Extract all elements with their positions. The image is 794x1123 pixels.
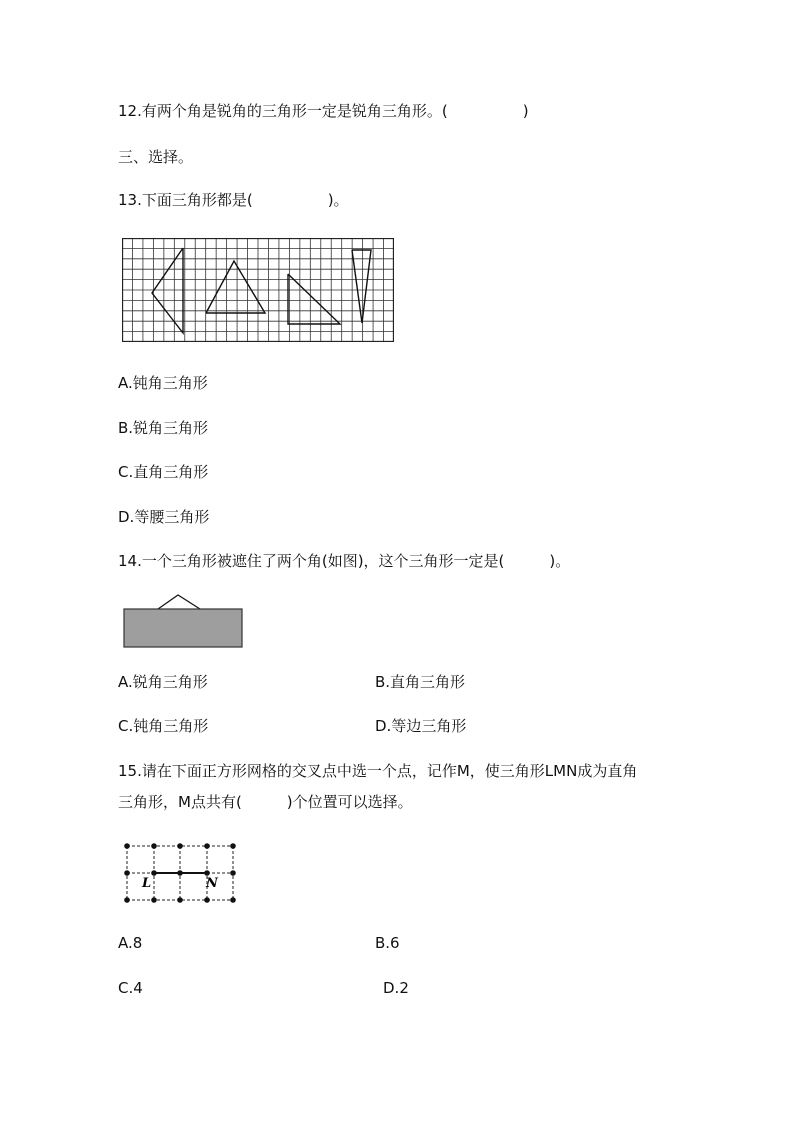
grid-point <box>204 843 210 849</box>
covered-triangle-figure <box>120 592 246 652</box>
point-label-l: L <box>142 876 152 891</box>
grid-point <box>151 843 157 849</box>
grid-point <box>151 870 157 876</box>
q13-option-a[interactable]: A.钝角三角形 <box>118 374 208 392</box>
triangle-3 <box>288 274 340 324</box>
grid-point <box>177 897 183 903</box>
cover-rectangle <box>124 609 242 647</box>
grid-point <box>204 897 210 903</box>
q13-option-b[interactable]: B.锐角三角形 <box>118 419 209 437</box>
q15-option-d[interactable]: D.2 <box>383 979 409 997</box>
grid-point <box>177 870 183 876</box>
triangle-4 <box>352 250 371 323</box>
q13-option-c[interactable]: C.直角三角形 <box>118 463 209 481</box>
grid-point <box>124 870 130 876</box>
grid-point <box>151 897 157 903</box>
triangle-1 <box>152 248 183 333</box>
grid-point <box>177 843 183 849</box>
q13-option-d[interactable]: D.等腰三角形 <box>118 508 210 526</box>
question-15-text-line2: 三角形，M点共有( )个位置可以选择。 <box>118 793 413 811</box>
q14-option-d[interactable]: D.等边三角形 <box>375 717 467 735</box>
grid-point <box>204 870 210 876</box>
q14-option-b[interactable]: B.直角三角形 <box>375 673 466 691</box>
grid-point <box>230 897 236 903</box>
dot-grid-figure <box>120 838 242 906</box>
question-13-text: 13.下面三角形都是( )。 <box>118 191 349 209</box>
grid-point <box>124 843 130 849</box>
triangle-grid-figure <box>122 238 394 342</box>
grid-point <box>230 843 236 849</box>
q14-option-c[interactable]: C.钝角三角形 <box>118 717 209 735</box>
grid-lines <box>122 238 394 342</box>
question-15-text-line1: 15.请在下面正方形网格的交叉点中选一个点，记作M，使三角形LMN成为直角 <box>118 762 638 780</box>
triangle-visible-angle <box>158 595 200 609</box>
question-12-text: 12.有两个角是锐角的三角形一定是锐角三角形。( ) <box>118 102 529 120</box>
grid-point <box>230 870 236 876</box>
section-3-title: 三、选择。 <box>118 148 194 166</box>
triangle-2 <box>206 261 265 313</box>
q15-option-b[interactable]: B.6 <box>375 934 400 952</box>
point-label-n: N <box>206 876 218 891</box>
q15-option-a[interactable]: A.8 <box>118 934 143 952</box>
question-14-text: 14.一个三角形被遮住了两个角(如图)，这个三角形一定是( )。 <box>118 552 571 570</box>
grid-point <box>124 897 130 903</box>
q14-option-a[interactable]: A.锐角三角形 <box>118 673 208 691</box>
q15-option-c[interactable]: C.4 <box>118 979 143 997</box>
